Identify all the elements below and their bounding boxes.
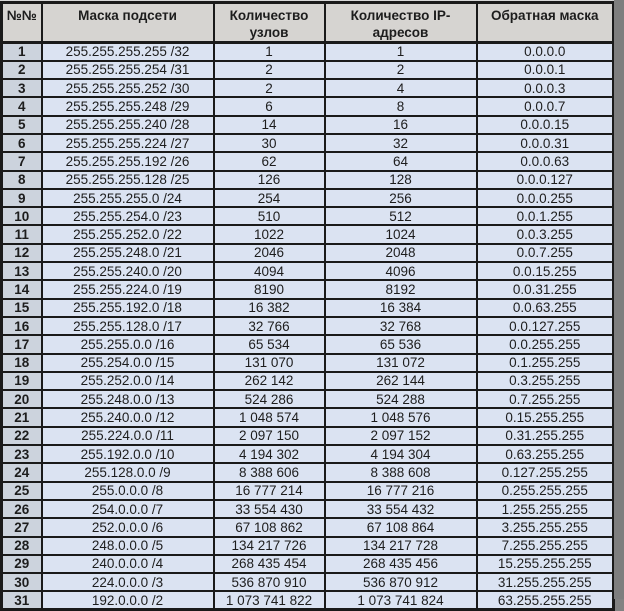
- ip-count-cell: 256: [325, 189, 477, 207]
- wildcard-mask-cell: 0.0.0.15: [477, 116, 614, 134]
- wildcard-mask-cell: 0.0.7.255: [477, 244, 614, 262]
- wildcard-mask-cell: 0.0.0.3: [477, 79, 614, 97]
- ip-count-cell: 8 388 608: [325, 463, 477, 481]
- subnet-mask-cell: 255.255.255.192 /26: [42, 152, 214, 170]
- table-row: [2, 299, 614, 317]
- wildcard-mask-cell: 1.255.255.255: [477, 500, 614, 518]
- subnet-mask-cell: 255.255.255.255 /32: [42, 43, 214, 61]
- table-row: [2, 463, 614, 481]
- ip-count-cell: 2048: [325, 244, 477, 262]
- subnet-mask-cell: 255.255.255.248 /29: [42, 97, 214, 115]
- host-count-cell: 4 194 302: [214, 445, 325, 463]
- row-number-cell: 30: [2, 573, 42, 591]
- row-number-cell: 17: [2, 335, 42, 353]
- subnet-mask-cell: 255.255.255.252 /30: [42, 79, 214, 97]
- table-row: [2, 207, 614, 225]
- table-row: [2, 482, 614, 500]
- wildcard-mask-cell: 0.63.255.255: [477, 445, 614, 463]
- host-count-cell: 1: [214, 43, 325, 61]
- subnet-mask-cell: 255.255.255.254 /31: [42, 61, 214, 79]
- subnet-mask-cell: 255.255.0.0 /16: [42, 335, 214, 353]
- row-number-cell: 3: [2, 79, 42, 97]
- wildcard-mask-cell: 0.31.255.255: [477, 427, 614, 445]
- wildcard-mask-cell: 0.0.3.255: [477, 225, 614, 243]
- subnet-mask-cell: 255.254.0.0 /15: [42, 354, 214, 372]
- subnet-mask-cell: 255.0.0.0 /8: [42, 482, 214, 500]
- wildcard-mask-cell: 3.255.255.255: [477, 518, 614, 536]
- row-number-cell: 4: [2, 97, 42, 115]
- host-count-cell: 1 048 574: [214, 408, 325, 426]
- host-count-cell: 524 286: [214, 390, 325, 408]
- subnet-mask-cell: 255.255.240.0 /20: [42, 262, 214, 280]
- ip-count-cell: 4096: [325, 262, 477, 280]
- ip-count-cell: 268 435 456: [325, 555, 477, 573]
- host-count-cell: 6: [214, 97, 325, 115]
- ip-count-cell: 2 097 152: [325, 427, 477, 445]
- subnet-mask-cell: 255.128.0.0 /9: [42, 463, 214, 481]
- ip-count-cell: 32 768: [325, 317, 477, 335]
- wildcard-mask-cell: 7.255.255.255: [477, 537, 614, 555]
- row-number-cell: 26: [2, 500, 42, 518]
- table-row: [2, 537, 614, 555]
- wildcard-mask-cell: 0.0.15.255: [477, 262, 614, 280]
- subnet-mask-cell: 255.255.255.128 /25: [42, 171, 214, 189]
- row-number-cell: 19: [2, 372, 42, 390]
- ip-count-cell: 131 072: [325, 354, 477, 372]
- wildcard-mask-cell: 0.0.1.255: [477, 207, 614, 225]
- host-count-cell: 2 097 150: [214, 427, 325, 445]
- wildcard-mask-cell: 0.0.0.1: [477, 61, 614, 79]
- host-count-cell: 33 554 430: [214, 500, 325, 518]
- subnet-mask-cell: 240.0.0.0 /4: [42, 555, 214, 573]
- host-count-cell: 16 382: [214, 299, 325, 317]
- wildcard-mask-cell: 0.0.63.255: [477, 299, 614, 317]
- subnet-mask-cell: 255.255.255.224 /27: [42, 134, 214, 152]
- table-row: [2, 408, 614, 426]
- ip-count-cell: 1: [325, 43, 477, 61]
- table-row: [2, 43, 614, 61]
- subnet-mask-cell: 255.255.254.0 /23: [42, 207, 214, 225]
- wildcard-mask-cell: 0.0.31.255: [477, 280, 614, 298]
- row-number-cell: 21: [2, 408, 42, 426]
- table-row: [2, 61, 614, 79]
- subnet-mask-cell: 252.0.0.0 /6: [42, 518, 214, 536]
- wildcard-mask-cell: 0.0.0.127: [477, 171, 614, 189]
- row-number-cell: 9: [2, 189, 42, 207]
- wildcard-mask-cell: 0.127.255.255: [477, 463, 614, 481]
- wildcard-mask-cell: 0.15.255.255: [477, 408, 614, 426]
- subnet-mask-cell: 255.255.248.0 /21: [42, 244, 214, 262]
- ip-count-cell: 65 536: [325, 335, 477, 353]
- host-count-cell: 536 870 910: [214, 573, 325, 591]
- wildcard-mask-cell: 0.0.255.255: [477, 335, 614, 353]
- row-number-cell: 29: [2, 555, 42, 573]
- ip-count-cell: 1 048 576: [325, 408, 477, 426]
- row-number-cell: 11: [2, 225, 42, 243]
- host-count-cell: 1 073 741 822: [214, 591, 325, 609]
- subnet-mask-cell: 254.0.0.0 /7: [42, 500, 214, 518]
- wildcard-mask-cell: 63.255.255.255: [477, 591, 614, 609]
- ip-count-cell: 16 384: [325, 299, 477, 317]
- host-count-cell: 254: [214, 189, 325, 207]
- table-header: [2, 3, 614, 43]
- row-number-cell: 2: [2, 61, 42, 79]
- table-row: [2, 152, 614, 170]
- ip-count-cell: 64: [325, 152, 477, 170]
- wildcard-mask-cell: 0.0.0.7: [477, 97, 614, 115]
- table-row: [2, 335, 614, 353]
- host-count-cell: 65 534: [214, 335, 325, 353]
- row-number-cell: 23: [2, 445, 42, 463]
- host-count-cell: 16 777 214: [214, 482, 325, 500]
- ip-count-cell: 8192: [325, 280, 477, 298]
- wildcard-mask-cell: 0.1.255.255: [477, 354, 614, 372]
- subnet-mask-table: [0, 1, 615, 611]
- row-number-cell: 28: [2, 537, 42, 555]
- ip-count-cell: 16: [325, 116, 477, 134]
- row-number-cell: 6: [2, 134, 42, 152]
- table-row: [2, 390, 614, 408]
- right-gray-strip: [614, 0, 624, 599]
- col-header-subnet-mask: Маска подсети: [42, 3, 214, 43]
- host-count-cell: 32 766: [214, 317, 325, 335]
- host-count-cell: 62: [214, 152, 325, 170]
- host-count-cell: 8 388 606: [214, 463, 325, 481]
- subnet-mask-cell: 255.255.224.0 /19: [42, 280, 214, 298]
- table-row: [2, 317, 614, 335]
- col-header-host-count: Количество узлов: [214, 3, 325, 43]
- subnet-mask-cell: 255.192.0.0 /10: [42, 445, 214, 463]
- table-row: [2, 189, 614, 207]
- subnet-mask-cell: 255.255.128.0 /17: [42, 317, 214, 335]
- subnet-mask-cell: 255.255.192.0 /18: [42, 299, 214, 317]
- table-row: [2, 555, 614, 573]
- wildcard-mask-cell: 0.3.255.255: [477, 372, 614, 390]
- col-header-wildcard-mask: Обратная маска: [477, 3, 614, 43]
- host-count-cell: 510: [214, 207, 325, 225]
- subnet-mask-cell: 255.224.0.0 /11: [42, 427, 214, 445]
- col-header-ip-count: Количество IP-адресов: [325, 3, 477, 43]
- table-row: [2, 134, 614, 152]
- wildcard-mask-cell: 0.255.255.255: [477, 482, 614, 500]
- subnet-mask-cell: 255.248.0.0 /13: [42, 390, 214, 408]
- ip-count-cell: 4: [325, 79, 477, 97]
- row-number-cell: 27: [2, 518, 42, 536]
- ip-count-cell: 1 073 741 824: [325, 591, 477, 609]
- host-count-cell: 8190: [214, 280, 325, 298]
- ip-count-cell: 134 217 728: [325, 537, 477, 555]
- host-count-cell: 262 142: [214, 372, 325, 390]
- row-number-cell: 15: [2, 299, 42, 317]
- subnet-mask-cell: 248.0.0.0 /5: [42, 537, 214, 555]
- host-count-cell: 134 217 726: [214, 537, 325, 555]
- row-number-cell: 7: [2, 152, 42, 170]
- subnet-mask-cell: 224.0.0.0 /3: [42, 573, 214, 591]
- row-number-cell: 24: [2, 463, 42, 481]
- subnet-mask-cell: 255.255.255.0 /24: [42, 189, 214, 207]
- subnet-mask-cell: 192.0.0.0 /2: [42, 591, 214, 609]
- col-header-number: №№: [2, 3, 42, 43]
- row-number-cell: 8: [2, 171, 42, 189]
- host-count-cell: 2: [214, 79, 325, 97]
- host-count-cell: 2046: [214, 244, 325, 262]
- row-number-cell: 22: [2, 427, 42, 445]
- table-row: [2, 244, 614, 262]
- subnet-mask-cell: 255.240.0.0 /12: [42, 408, 214, 426]
- ip-count-cell: 8: [325, 97, 477, 115]
- table-row: [2, 116, 614, 134]
- row-number-cell: 20: [2, 390, 42, 408]
- host-count-cell: 2: [214, 61, 325, 79]
- ip-count-cell: 33 554 432: [325, 500, 477, 518]
- host-count-cell: 131 070: [214, 354, 325, 372]
- table-row: [2, 518, 614, 536]
- ip-count-cell: 16 777 216: [325, 482, 477, 500]
- table-row: [2, 354, 614, 372]
- table-row: [2, 445, 614, 463]
- row-number-cell: 1: [2, 43, 42, 61]
- row-number-cell: 5: [2, 116, 42, 134]
- row-number-cell: 18: [2, 354, 42, 372]
- table-row: [2, 280, 614, 298]
- table-row: [2, 171, 614, 189]
- table-row: [2, 372, 614, 390]
- ip-count-cell: 67 108 864: [325, 518, 477, 536]
- wildcard-mask-cell: 0.0.0.63: [477, 152, 614, 170]
- row-number-cell: 10: [2, 207, 42, 225]
- row-number-cell: 31: [2, 591, 42, 609]
- host-count-cell: 67 108 862: [214, 518, 325, 536]
- ip-count-cell: 512: [325, 207, 477, 225]
- wildcard-mask-cell: 0.0.0.255: [477, 189, 614, 207]
- table-row: [2, 262, 614, 280]
- row-number-cell: 13: [2, 262, 42, 280]
- wildcard-mask-cell: 0.0.0.0: [477, 43, 614, 61]
- subnet-mask-cell: 255.252.0.0 /14: [42, 372, 214, 390]
- ip-count-cell: 4 194 304: [325, 445, 477, 463]
- table-row: [2, 225, 614, 243]
- host-count-cell: 30: [214, 134, 325, 152]
- ip-count-cell: 2: [325, 61, 477, 79]
- host-count-cell: 268 435 454: [214, 555, 325, 573]
- ip-count-cell: 524 288: [325, 390, 477, 408]
- table-row: [2, 500, 614, 518]
- table-row: [2, 573, 614, 591]
- row-number-cell: 12: [2, 244, 42, 262]
- ip-count-cell: 32: [325, 134, 477, 152]
- subnet-mask-cell: 255.255.255.240 /28: [42, 116, 214, 134]
- host-count-cell: 1022: [214, 225, 325, 243]
- table-row: [2, 591, 614, 609]
- row-number-cell: 25: [2, 482, 42, 500]
- ip-count-cell: 262 144: [325, 372, 477, 390]
- wildcard-mask-cell: 15.255.255.255: [477, 555, 614, 573]
- wildcard-mask-cell: 0.7.255.255: [477, 390, 614, 408]
- row-number-cell: 16: [2, 317, 42, 335]
- host-count-cell: 4094: [214, 262, 325, 280]
- wildcard-mask-cell: 31.255.255.255: [477, 573, 614, 591]
- table-row: [2, 427, 614, 445]
- host-count-cell: 14: [214, 116, 325, 134]
- table-header-row: [2, 3, 614, 43]
- wildcard-mask-cell: 0.0.0.31: [477, 134, 614, 152]
- table-row: [2, 79, 614, 97]
- ip-count-cell: 1024: [325, 225, 477, 243]
- ip-count-cell: 128: [325, 171, 477, 189]
- ip-count-cell: 536 870 912: [325, 573, 477, 591]
- table-body: [2, 43, 614, 610]
- host-count-cell: 126: [214, 171, 325, 189]
- row-number-cell: 14: [2, 280, 42, 298]
- subnet-mask-cell: 255.255.252.0 /22: [42, 225, 214, 243]
- table-row: [2, 97, 614, 115]
- wildcard-mask-cell: 0.0.127.255: [477, 317, 614, 335]
